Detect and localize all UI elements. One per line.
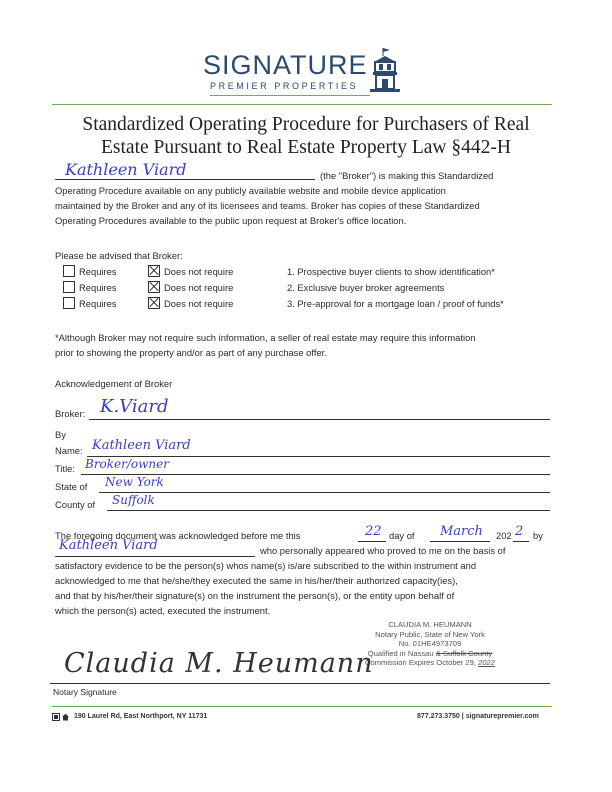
- notary-line-4: acknowledged to me that he/she/they executed the same in his/her/their authorized capacity(ies),: [55, 575, 458, 586]
- title-handwritten: Broker/owner: [85, 457, 169, 471]
- footer-divider: [52, 706, 552, 707]
- requires-label-3: Requires: [79, 298, 117, 309]
- broker-signature-row: [55, 396, 550, 420]
- does-not-require-checkbox-3[interactable]: [148, 297, 160, 309]
- footer-website[interactable]: signaturepremier.com: [465, 713, 539, 720]
- title-label: Title:: [55, 463, 75, 474]
- stamp-title: Notary Public, State of New York: [375, 629, 485, 639]
- notary-line-2: [55, 538, 555, 559]
- intro-line-4: Operating Procedures available to the public upon request at Broker's office location.: [55, 215, 407, 226]
- header-divider: [52, 104, 552, 105]
- stamp-qualified: Qualified in Nassau & Suffolk County: [367, 648, 493, 658]
- name-row: [55, 438, 550, 457]
- broker-label: Broker:: [55, 408, 86, 419]
- by-label: By: [55, 429, 66, 440]
- notary-line-6: which the person(s) acted, executed the instrument.: [55, 605, 271, 616]
- stamp-name: CLAUDIA M. HEUMANN: [388, 620, 472, 629]
- notary-text-p2: who personally appeared who proved to me on the basis of: [260, 545, 506, 556]
- footer-address: 190 Laurel Rd, East Northport, NY 11731: [74, 713, 208, 720]
- footer-separator: |: [461, 713, 464, 720]
- logo-tagline: PREMIER PROPERTIES: [210, 81, 359, 91]
- footer-contact: [417, 713, 539, 720]
- notary-text-a: The foregoing document was acknowledged before me this: [55, 530, 301, 541]
- notary-line-5: and that by his/her/their signature(s) on the instrument the person(s), or the entity upon behalf of: [55, 590, 455, 601]
- stamp-expires: Commission Expires October 29, 2022: [364, 658, 496, 667]
- lighthouse-icon: [368, 48, 402, 92]
- notary-year-prefix: 202: [496, 530, 512, 541]
- does-not-require-label-3: Does not require: [164, 298, 234, 309]
- county-handwritten: Suffolk: [112, 493, 155, 507]
- title-row: [55, 459, 550, 475]
- state-row: [55, 477, 550, 493]
- requires-checkbox-2[interactable]: [63, 281, 75, 293]
- equal-housing-icon: [52, 713, 70, 723]
- footnote-line-2: prior to showing the property and/or as part of any purchase offer.: [55, 347, 327, 358]
- logo-brand-text: SIGNATURE: [203, 50, 368, 80]
- notary-person-handwritten: Kathleen Viard: [59, 538, 158, 553]
- state-handwritten: New York: [105, 475, 164, 489]
- notary-line-3: satisfactory evidence to be the person(s) whos name(s) is/are subscribed to the within instrument and: [55, 560, 477, 571]
- name-label: Name:: [55, 445, 83, 456]
- does-not-require-checkbox-2[interactable]: [148, 281, 160, 293]
- requires-label-1: Requires: [79, 266, 117, 277]
- intro-line-1-rest: (the "Broker") is making this Standardized: [320, 170, 494, 181]
- requirement-text-3: 3. Pre-approval for a mortgage loan / proof of funds*: [287, 298, 504, 309]
- county-label: County of: [55, 499, 96, 510]
- title-line-1: Standardized Operating Procedure for Purchasers of Real: [82, 114, 530, 135]
- county-row: [55, 495, 550, 511]
- requirement-text-1: 1. Prospective buyer clients to show identification*: [287, 266, 495, 277]
- requires-label-2: Requires: [79, 282, 117, 293]
- intro-line-2: Operating Procedure available on any publicly available website and mobile device application: [55, 185, 446, 196]
- notary-by: by: [533, 530, 543, 541]
- stamp-number: No. 01HE4973709: [398, 639, 462, 648]
- footnote-line-1: *Although Broker may not require such information, a seller of real estate may require this information: [55, 332, 476, 343]
- ack-heading: Acknowledgement of Broker: [55, 378, 173, 389]
- requires-checkbox-3[interactable]: [63, 297, 75, 309]
- notary-year-digit: 2: [515, 524, 524, 539]
- name-handwritten: Kathleen Viard: [92, 438, 191, 453]
- title-line-2: Estate Pursuant to Real Estate Property Law §442-H: [101, 137, 511, 158]
- broker-name-field: [55, 160, 315, 180]
- does-not-require-label-1: Does not require: [164, 266, 234, 277]
- state-label: State of: [55, 481, 88, 492]
- notary-month: March: [440, 524, 483, 539]
- footer: [52, 713, 552, 725]
- advised-label: Please be advised that Broker:: [55, 250, 183, 261]
- does-not-require-label-2: Does not require: [164, 282, 234, 293]
- notary-signature-row: [50, 640, 550, 700]
- document-title: [0, 113, 612, 159]
- notary-text-b: day of: [389, 530, 415, 541]
- notary-day: 22: [365, 524, 382, 539]
- notary-signature-label: Notary Signature: [53, 687, 117, 697]
- broker-name-handwritten: Kathleen Viard: [65, 160, 187, 179]
- intro-line-3: maintained by the Broker and any of its licensees and teams. Broker has copies of these Standardized: [55, 200, 480, 211]
- logo-accent-line: [210, 95, 370, 96]
- footer-phone[interactable]: 877.273.3750: [417, 713, 460, 720]
- requires-checkbox-1[interactable]: [63, 265, 75, 277]
- broker-signature: K.Viard: [100, 396, 169, 417]
- requirement-text-2: 2. Exclusive buyer broker agreements: [287, 282, 445, 293]
- does-not-require-checkbox-1[interactable]: [148, 265, 160, 277]
- company-logo: [0, 48, 612, 98]
- notary-signature: Claudia M. Heumann: [64, 648, 374, 679]
